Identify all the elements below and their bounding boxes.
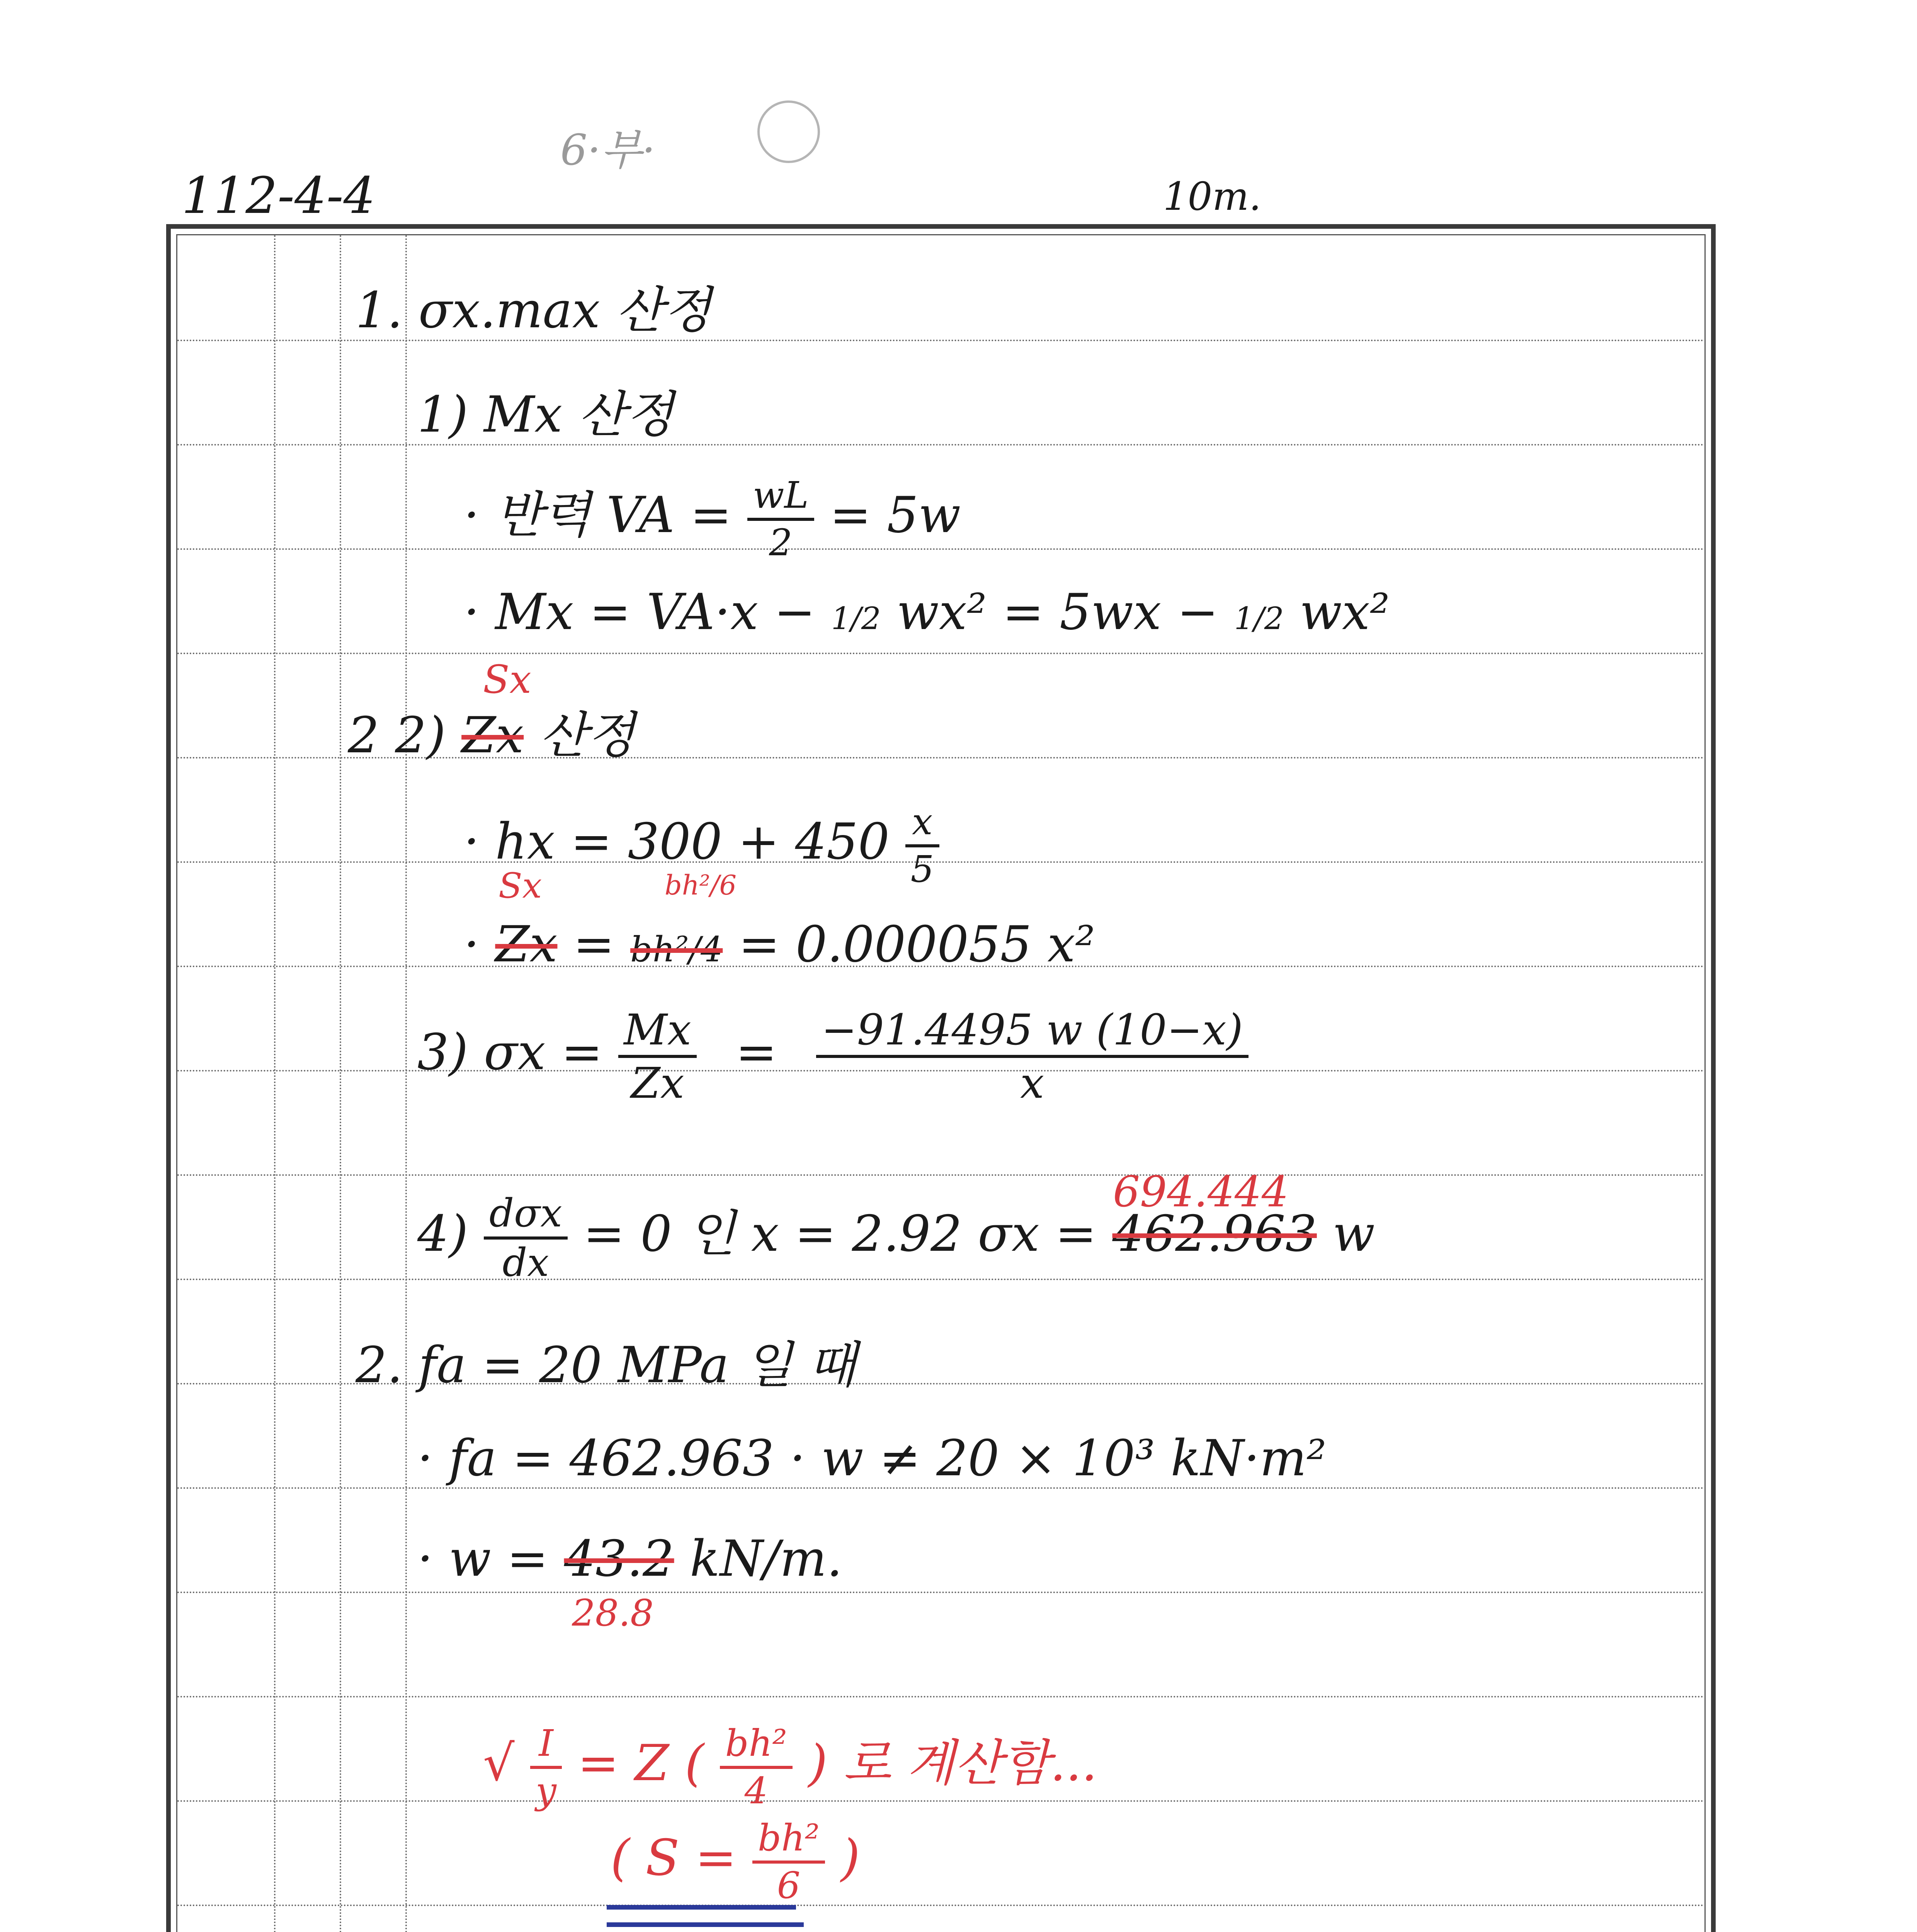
rule-line (177, 1174, 1704, 1176)
section-modulus-result: = 0.000055 x² (738, 916, 1095, 973)
step-4-number: 4) (417, 1205, 468, 1263)
derivative-result: = 0 인 x = 2.92 σx = (583, 1205, 1097, 1263)
derivative-w: w (1332, 1205, 1375, 1263)
step-2-number: 2 2) (348, 707, 446, 764)
struck-zx-1: Zx (461, 707, 524, 764)
stress-fraction (618, 1005, 697, 1108)
moment-eq-3: wx² (1300, 583, 1390, 641)
rule-line (177, 1592, 1704, 1593)
moment-half-2: 1/2 (1234, 600, 1284, 636)
grader-fraction-1 (530, 1722, 562, 1812)
grader-fraction-2 (720, 1722, 793, 1812)
derivative-fraction (484, 1190, 568, 1285)
allowable-stress-line: · fa = 462.963 · w ≠ 20 × 10³ kN·m² (417, 1430, 1327, 1487)
reaction-fraction (747, 474, 814, 564)
step-2-heading (348, 696, 635, 767)
grader-fraction-2-num: bh² (720, 1725, 793, 1769)
rule-line (177, 444, 1704, 446)
reaction-result: = 5w (830, 486, 961, 544)
stress-fraction-2-num: −91.4495 w (10−x) (816, 1009, 1249, 1058)
height-fraction-den: 5 (910, 848, 934, 891)
margin-line-1 (274, 235, 276, 1932)
section-modulus-eq: = (573, 916, 615, 973)
rule-line (177, 653, 1704, 654)
load-line (417, 1530, 842, 1588)
grader-note-line (483, 1723, 1097, 1810)
grader-formula-den: 6 (777, 1864, 801, 1907)
struck-462-963: 462.963 (1112, 1205, 1317, 1263)
grader-note-text: ) 로 계산함... (808, 1735, 1097, 1792)
section-modulus-line (464, 916, 1095, 973)
grader-formula-close: ) (840, 1829, 860, 1887)
grader-formula-line (611, 1817, 860, 1907)
section-2-heading: 2. fa = 20 MPa 일 때 (356, 1337, 856, 1394)
grader-check-mark: √ (483, 1735, 515, 1792)
stress-fraction-2-den: x (1020, 1058, 1044, 1108)
stress-line (417, 1005, 1249, 1108)
stress-fraction-num: Mx (618, 1009, 697, 1058)
grader-formula-num: bh² (752, 1820, 825, 1864)
margin-line-2 (340, 235, 341, 1932)
blue-underline-1 (607, 1905, 796, 1910)
section-modulus-bullet: · (464, 916, 480, 973)
derivative-fraction-num: dσx (484, 1194, 568, 1240)
grader-note-eq: = Z ( (577, 1735, 704, 1792)
correction-sx-2: Sx (498, 866, 542, 906)
grey-header-note: 6·부· (560, 125, 656, 175)
moment-half-1: 1/2 (831, 600, 881, 636)
grey-stamp (757, 100, 820, 163)
margin-line-3 (405, 235, 407, 1932)
rule-line (177, 861, 1704, 863)
height-fraction (905, 801, 939, 891)
rule-line (177, 1905, 1704, 1906)
correction-sx-1: Sx (483, 657, 531, 702)
stress-fraction-den: Zx (631, 1058, 684, 1108)
correction-28-8: 28.8 (572, 1592, 654, 1634)
span-length-label: 10m. (1163, 174, 1261, 219)
stress-label: 3) σx = (417, 1024, 603, 1081)
stress-equals: = (735, 1024, 777, 1081)
stress-fraction-2 (816, 1005, 1249, 1108)
struck-zx-2: Zx (495, 916, 558, 973)
reaction-line (464, 474, 961, 564)
derivative-fraction-den: dx (502, 1240, 549, 1285)
reaction-fraction-den: 2 (769, 522, 793, 564)
grader-formula-open: ( S = (611, 1829, 737, 1887)
correction-bh2-6: bh²/6 (665, 869, 737, 901)
rule-line (177, 1696, 1704, 1697)
rule-line (177, 1487, 1704, 1489)
step-1-heading: 1) Mx 산정 (417, 386, 674, 444)
reaction-label: · 반력 VA = (464, 486, 732, 544)
load-unit: kN/m. (690, 1530, 842, 1588)
reaction-fraction-num: wL (747, 477, 814, 521)
struck-43-2: 43.2 (564, 1530, 674, 1588)
grader-fraction-1-den: y (536, 1770, 556, 1812)
grader-fraction-2-den: 4 (744, 1770, 768, 1812)
load-label: · w = (417, 1530, 548, 1588)
height-eq: · hx = 300 + 450 (464, 813, 890, 871)
sheet-code: 112-4-4 (182, 166, 376, 225)
grader-fraction-1-num: I (530, 1725, 562, 1769)
struck-bh2-4: bh²/4 (630, 929, 723, 970)
correction-694-444: 694.444 (1113, 1167, 1289, 1216)
moment-eq-2: wx² = 5wx − (896, 583, 1219, 641)
height-fraction-num: x (905, 804, 939, 847)
step-2-title: 산정 (539, 707, 635, 764)
grader-formula-fraction (752, 1817, 825, 1907)
moment-line (464, 583, 1390, 641)
section-1-heading: 1. σx.max 산정 (356, 282, 711, 339)
moment-eq-1: · Mx = VA·x − (464, 583, 816, 641)
blue-underline-2 (607, 1922, 804, 1927)
